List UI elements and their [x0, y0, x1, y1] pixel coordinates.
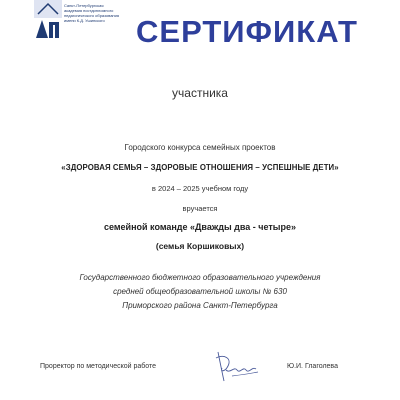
logo-caption-line: академия постдипломного [64, 8, 114, 13]
project-title: «ЗДОРОВАЯ СЕМЬЯ – ЗДОРОВЫЕ ОТНОШЕНИЯ – УСПЕШНЫЕ ДЕТИ» [61, 163, 339, 172]
participant-label: участника [172, 86, 228, 100]
family-name: (семья Коршиковых) [155, 241, 245, 251]
logo-caption-line: имени К.Д. Ушинского [64, 18, 105, 23]
appo-logo-icon [34, 0, 62, 40]
contest-name: Городского конкурса семейных проектов [124, 143, 276, 152]
awarded-label: вручается [182, 204, 218, 213]
appo-logo [34, 0, 129, 40]
academic-year: в 2024 – 2025 учебном году [151, 184, 249, 193]
institution-line: средней общеобразовательной школы № 630 [113, 287, 287, 296]
logo-caption-line: педагогического образования [64, 13, 120, 18]
appo-logo-caption [64, 3, 130, 23]
handwritten-signature [210, 348, 262, 384]
institution-line: Приморского района Санкт-Петербурга [122, 301, 278, 310]
certificate-title: СЕРТИФИКАТ [136, 14, 358, 49]
signature-row [0, 356, 400, 386]
signer-name: Ю.И. Глаголева [287, 363, 338, 370]
certificate-header [22, 0, 382, 52]
logo-caption-line: Санкт-Петербургская [64, 3, 104, 8]
institution-line: Государственного бюджетного образовательного учреждения [79, 273, 321, 282]
signer-role: Проректор по методической работе [40, 363, 157, 370]
team-name: семейной команде «Дважды два - четыре» [104, 222, 296, 232]
